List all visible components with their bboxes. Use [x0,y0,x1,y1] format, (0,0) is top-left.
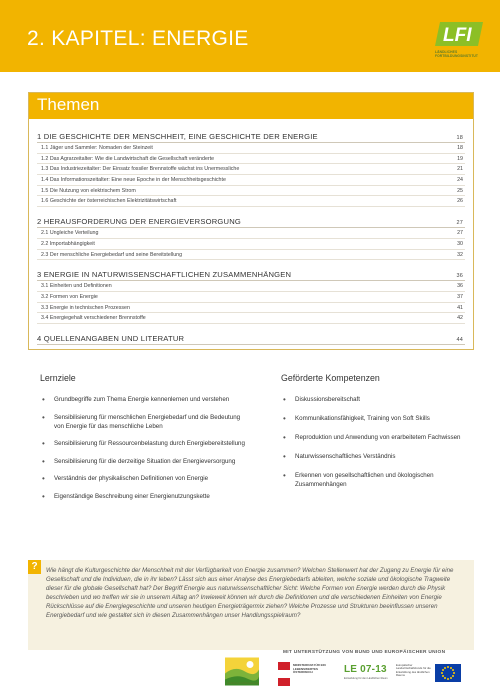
toc-section-row[interactable] [37,313,465,324]
lernziele-item: • Grundbegriffe zum Thema Energie kennenlernen und verstehen [40,395,250,404]
eu-star-icon [442,669,444,671]
lernziele-item: • Eigenständige Beschreibung einer Energienutzungskette [40,492,250,501]
le-logo-text: LE 07-13 [344,664,387,675]
toc-section-row[interactable] [37,164,465,175]
toc-group [37,333,465,345]
toc-label: 2 HERAUSFORDERUNG DER ENERGIEVERSORGUNG [37,217,241,227]
kompetenzen-title: Geförderte Kompetenzen [281,373,380,383]
toc-section-row[interactable] [37,250,465,261]
toc-page-number: 18 [457,145,463,151]
toc-page-number: 44 [456,336,463,343]
toc-label: 4 QUELLENANGABEN UND LITERATUR [37,333,185,343]
toc-label: 1 DIE GESCHICHTE DER MENSCHHEIT, EINE GESCHICHTE DER ENERGIE [37,132,318,141]
toc-section-row[interactable] [37,186,465,197]
ministerium-text: MINISTERIUM FÜR EIN LEBENSWERTES ÖSTERREICH [293,663,326,675]
toc-group [37,216,465,260]
lernziele-item: • Sensibilisierung für menschlichen Energiebedarf und die Bedeutung von Energie für das menschliche Leben [40,413,250,431]
eu-fund-text: Europäischer Landwirtschaftsfonds für die Entwicklung des ländlichen Raums [396,663,431,678]
eu-star-icon [447,666,449,668]
eu-star-icon [442,675,444,677]
toc-label: 1.5 Die Nutzung von elektrischem Strom [41,187,136,194]
kompetenzen-item: • Reproduktion und Anwendung von erarbeitetem Fachwissen [281,433,476,442]
toc-page-number: 27 [457,230,463,237]
toc-chapter-row[interactable] [37,269,465,281]
themen-title: Themen [37,95,100,114]
eu-flag-icon [435,664,461,682]
austria-flag-icon [278,662,290,686]
toc-group [37,131,465,207]
toc-label: 1.6 Geschichte der österreichischen Elektrizitätswirtschaft [41,198,177,205]
eu-star-icon [452,675,454,677]
lernziele-title: Lernziele [40,373,76,383]
table-of-contents [37,131,465,354]
footer-support-title: MIT UNTERSTÜTZUNG VON BUND UND EUROPÄISCHER UNION [283,650,446,655]
toc-page-number: 41 [457,304,463,311]
toc-section-row[interactable] [37,239,465,250]
toc-label: 1.4 Das Informationszeitalter: Eine neue Epoche in der Menschheitsgeschichte [41,177,226,184]
question-mark-icon: ? [28,560,41,574]
toc-page-number: 21 [457,166,463,173]
svg-text:LFI: LFI [443,25,472,46]
kompetenzen-item: • Naturwissenschaftliches Verständnis [281,452,476,461]
eu-star-icon [444,677,446,679]
kompetenzen-list [281,395,476,489]
toc-page-number: 30 [457,240,463,247]
question-box [28,560,474,650]
eu-star-icon [444,667,446,669]
toc-label: 1.1 Jäger und Sammler: Nomaden der Steinzeit [41,145,153,151]
toc-chapter-row[interactable] [37,333,465,345]
toc-page-number: 36 [456,273,463,280]
toc-label: 2.1 Ungleiche Verteilung [41,230,99,237]
toc-section-row[interactable] [37,143,465,154]
toc-label: 3.4 Energiegehalt verschiedener Brennstoffe [41,315,146,322]
toc-label: 1.2 Das Agrarzeitalter: Wie die Landwirtschaft die Gesellschaft veränderte [41,155,215,162]
kompetenzen-section [281,373,476,499]
toc-section-row[interactable] [37,175,465,186]
toc-section-row[interactable] [37,196,465,207]
le-subtitle: Entwicklung für den Ländlichen Raum [344,677,388,680]
toc-label: 3.3 Energie in technischen Prozessen [41,304,130,311]
toc-label: 2.3 Der menschliche Energiebedarf und seine Bereitstellung [41,251,183,258]
lernziele-list [40,395,250,501]
toc-page-number: 37 [457,293,463,300]
toc-page-number: 42 [457,315,463,322]
eu-star-icon [452,669,454,671]
themen-header [29,93,473,119]
lfi-small-text: Ländliches Fortbildungsinstitut [226,682,260,685]
toc-page-number: 36 [457,283,463,290]
lernziele-item: • Verständnis der physikalischen Definitionen von Energie [40,474,250,483]
toc-label: 3.1 Einheiten und Definitionen [41,283,112,290]
kompetenzen-item: • Kommunikationsfähigkeit, Training von Soft Skills [281,414,476,423]
toc-label: 3.2 Formen von Energie [41,293,98,300]
kompetenzen-item: • Diskussionsbereitschaft [281,395,476,404]
chapter-header [0,0,500,72]
lfi-logo [434,20,486,66]
toc-page-number: 24 [457,177,463,184]
toc-section-row[interactable] [37,154,465,165]
toc-page-number: 25 [457,187,463,194]
toc-chapter-row[interactable] [37,216,465,228]
toc-section-row[interactable] [37,303,465,314]
eu-star-icon [450,677,452,679]
toc-section-row[interactable] [37,292,465,303]
eu-star-icon [447,678,449,680]
toc-page-number: 27 [456,220,463,227]
lernziele-section [40,373,250,509]
eu-star-icon [441,672,443,674]
chapter-title: 2. KAPITEL: ENERGIE [27,27,249,50]
kompetenzen-item: • Erkennen von gesellschaftlichen und ökologischen Zusammenhängen [281,471,476,489]
toc-section-row[interactable] [37,281,465,292]
lernziele-item: • Sensibilisierung für Ressourcenbelastung durch Energiebereitstellung [40,439,250,448]
toc-label: 3 ENERGIE IN NATURWISSENSCHAFTLICHEN ZUSAMMENHÄNGEN [37,270,292,280]
toc-group [37,269,465,324]
question-text: Wie hängt die Kulturgeschichte der Menschheit mit der Verfügbarkeit von Energie zusammen? Welchen Stellenwert hat der Zugang zu Energie für eine Gesellschaft und die Individuen, die in ihr leben? Lässt sich aus einer Analyse des Energiebedarfs ableiten, welche soziale und ökologische Tragweite dieser für die globale Gesellschaft hat? Der Begriff Energie aus naturwissenschaftlicher Sicht: Welche Formen von Energie werden durch die Physik beschrieben und wo treffen wir sie in unserem Alltag an? Inwieweit können wir durch die Definitionen und die verschiedenen Einheiten von Energie Rückschlüsse auf die Energiegeschichte und unseren heutigen Energieträgermix ziehen? Welche Prozesse und Strukturen beeinflussen unseren Energiebedarf und wie gestaltet sich in diesen Zusammenhängen unser Handlungsspielraum? [46,567,454,620]
toc-chapter-row[interactable] [37,131,465,143]
eu-star-icon [453,672,455,674]
toc-label: 2.2 Importabhängigkeit [41,240,95,247]
toc-section-row[interactable] [37,228,465,239]
toc-page-number: 18 [456,135,463,141]
toc-page-number: 19 [457,155,463,162]
toc-page-number: 26 [457,198,463,205]
lernziele-item: • Sensibilisierung für die derzeitige Situation der Energieversorgung [40,457,250,466]
toc-page-number: 32 [457,251,463,258]
lfi-logo-icon [434,20,484,48]
themen-box [28,92,474,350]
toc-label: 1.3 Das Industriezeitalter: Der Einsatz fossiler Brennstoffe wächst ins Unermessliche [41,166,240,173]
lfi-logo-text: LÄNDLICHES FORTBILDUNGSINSTITUT [435,50,479,58]
